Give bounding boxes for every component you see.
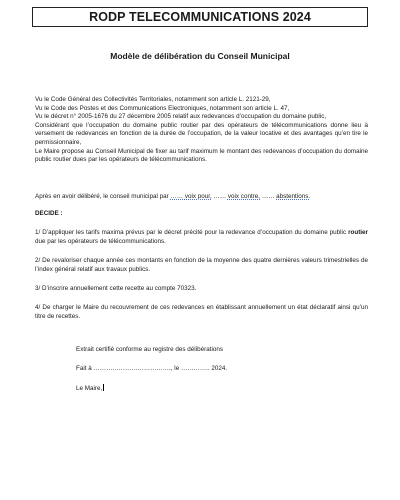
article-1-bold-word: routier — [348, 229, 369, 236]
vote-blank-contre: …… — [213, 193, 227, 200]
article-1-text-after: due par les opérateurs de télécommunications. — [35, 237, 166, 245]
header-title: RODP TELECOMMUNICATIONS 2024 — [89, 10, 311, 24]
vote-abstentions: abstentions. — [276, 193, 311, 200]
document-title: Modèle de délibération du Conseil Municipal — [110, 51, 290, 61]
vote-voix-pour: voix pour, — [184, 193, 212, 200]
decide-heading: DECIDE : — [35, 210, 63, 217]
vote-intro: Après en avoir délibéré, le conseil municipal par — [35, 193, 169, 200]
visa-cpce: Vu le Code des Postes et des Communications Electroniques, notamment son article L. 47, — [35, 104, 290, 112]
vote-voix-contre: voix contre, — [227, 193, 261, 200]
article-3: 3/ D’inscrire annuellement cette recette au compte 70323. — [35, 285, 197, 292]
vote-blank-abstentions: …… — [261, 193, 275, 200]
article-2: 2/ De revaloriser chaque année ces montants en fonction de la moyenne des quatre dernières valeurs trimestrielles de l’index général relatif aux travaux publics. — [35, 257, 368, 273]
considerant-paragraph: Considérant que l’occupation du domaine public routier par des opérateurs de télécommunications donne lieu à versement de redevances en fonction de la durée de l’occupation, de la valeur locative et des avantages qu’en tire le permissionnaire, — [35, 121, 368, 146]
article-1 — [35, 229, 368, 246]
article-4: 4/ De charger le Maire du recouvrement de ces redevances en établissant annuellement un état déclaratif ainsi qu’un titre de recettes. — [35, 304, 368, 320]
proposition-paragraph: Le Maire propose au Conseil Municipal de fixer au tarif maximum le montant des redevances d’occupation du domaine public routier dues par les opérateurs de télécommunications. — [35, 147, 368, 164]
vote-blank-pour: …… — [170, 193, 184, 200]
le-maire-label: Le Maire, — [76, 385, 103, 392]
visas-block — [35, 96, 368, 165]
vote-line — [35, 193, 368, 202]
extract-certified: Extrait certifié conforme au registre des délibérations — [76, 346, 223, 353]
fait-a-line: Fait à ………………………………., le ………….. 2024. — [76, 365, 228, 372]
text-cursor — [103, 384, 104, 391]
visa-cgct: Vu le Code Général des Collectivités Territoriales, notamment son article L. 2121-29, — [35, 96, 271, 103]
header-box — [32, 7, 368, 27]
article-1-text-before: 1/ D’appliquer les tarifs maxima prévus par le décret précité pour la redevance d’occupation du domaine public — [35, 229, 347, 236]
le-maire-block — [76, 384, 366, 394]
visa-decret: Vu le décret n° 2005-1676 du 27 décembre 2005 relatif aux redevances d’occupation du domaine public, — [35, 113, 327, 121]
